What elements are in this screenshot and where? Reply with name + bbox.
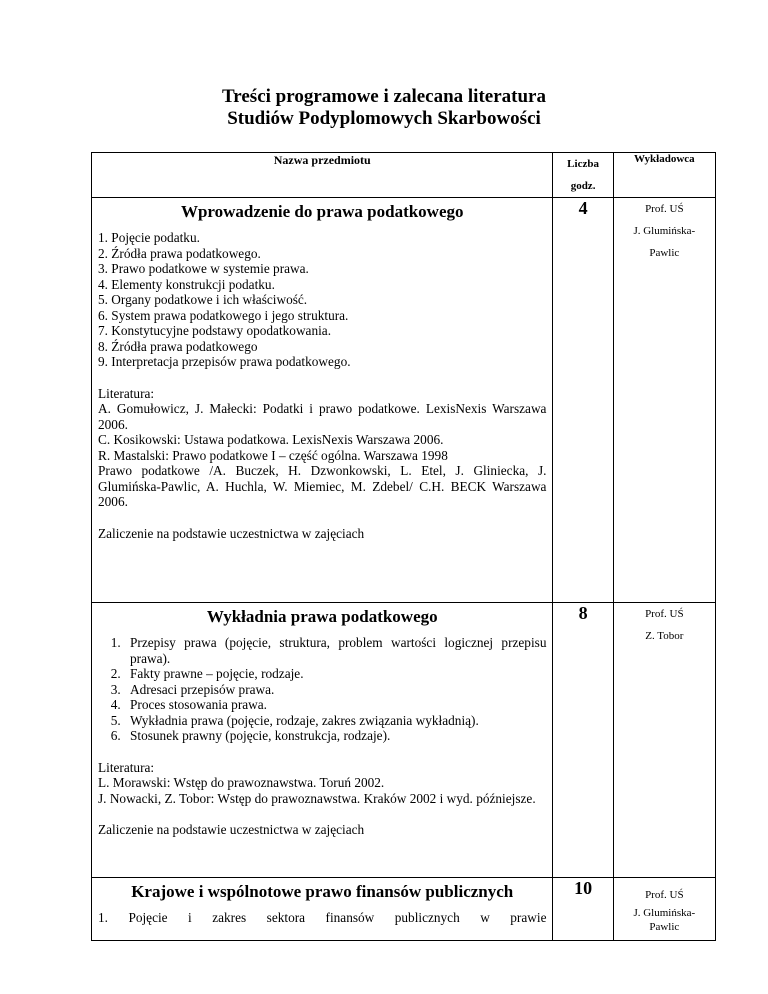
literature-entry: Prawo podatkowe /A. Buczek, H. Dzwonkowski, L. Etel, J. Gliniecka, J. Glumińska-Pawlic, A. Huchla, W. Miemiec, M. Zdebel/ C.H. BECK Warszawa 2006. [98, 463, 547, 509]
lecturer-cell [613, 603, 715, 878]
lecturer-cell [613, 878, 715, 941]
subject-cell [92, 198, 553, 603]
lecturer-line: Prof. UŚ [645, 889, 684, 901]
list-item: 5. Wykładnia prawa (pojęcie, rodzaje, zakres związania wykładnią). [124, 713, 546, 729]
list-item: 3. Prawo podatkowe w systemie prawa. [98, 261, 309, 276]
curriculum-table [91, 152, 716, 941]
title-line-1: Treści programowe i zalecana literatura [222, 86, 546, 107]
lecturer-line: J. Glumińska- [633, 907, 696, 919]
list-item: 3. Adresaci przepisów prawa. [124, 682, 546, 698]
header-subject: Nazwa przedmiotu [92, 153, 553, 198]
topic-list [98, 635, 546, 744]
list-item: 2. Fakty prawne – pojęcie, rodzaje. [124, 666, 546, 682]
list-item: 6. Stosunek prawny (pojęcie, konstrukcja, rodzaje). [124, 728, 546, 744]
subject-title: Wykładnia prawa podatkowego [206, 607, 438, 626]
table-header-row [92, 153, 716, 198]
list-item: 4. Proces stosowania prawa. [124, 697, 546, 713]
header-lecturer: Wykładowca [613, 153, 715, 198]
header-hours-line-1: Liczba [567, 158, 599, 170]
list-item: 7. Konstytucyjne podstawy opodatkowania. [98, 323, 332, 338]
hours-value: 10 [553, 878, 613, 941]
subject-title: Wprowadzenie do prawa podatkowego [180, 202, 464, 221]
literature-entry: J. Nowacki, Z. Tobor: Wstęp do prawoznawstwa. Kraków 2002 i wyd. późniejsze. [98, 790, 536, 806]
list-item: 1. Przepisy prawa (pojęcie, struktura, problem wartości logicznej przepisu prawa). [124, 635, 546, 666]
table-row [92, 198, 716, 603]
header-hours-line-2: godz. [570, 180, 596, 192]
subject-body [92, 230, 552, 541]
lecturer-line: Pawlic [649, 247, 680, 259]
literature-label: Literatura: [98, 759, 155, 775]
list-item: 6. System prawa podatkowego i jego struktura. [98, 307, 349, 323]
literature-entry: C. Kosikowski: Ustawa podatkowa. LexisNexis Warszawa 2006. [98, 432, 444, 447]
lecturer-line: Prof. UŚ [645, 608, 684, 620]
document-title [0, 86, 768, 130]
credit-note: Zaliczenie na podstawie uczestnictwa w zajęciach [98, 822, 365, 837]
lecturer-line: J. Glumińska- [633, 225, 696, 237]
list-item: 9. Interpretacja przepisów prawa podatkowego. [98, 354, 351, 369]
list-item: 4. Elementy konstrukcji podatku. [98, 276, 275, 292]
subject-cell [92, 603, 553, 878]
lecturer-cell [613, 198, 715, 603]
subject-title: Krajowe i wspólnotowe prawo finansów publicznych [131, 882, 514, 901]
literature-entry: L. Morawski: Wstęp do prawoznawstwa. Toruń 2002. [98, 775, 385, 790]
literature-entry: R. Mastalski: Prawo podatkowe I – część ogólna. Warszawa 1998 [98, 447, 448, 463]
title-line-2: Studiów Podyplomowych Skarbowości [227, 108, 541, 129]
list-item: 1. Pojęcie i zakres sektora finansów publicznych w prawie [98, 910, 547, 925]
hours-value: 4 [553, 198, 613, 603]
table-row [92, 878, 716, 941]
credit-note: Zaliczenie na podstawie uczestnictwa w zajęciach [98, 525, 365, 541]
list-item: 2. Źródła prawa podatkowego. [98, 245, 261, 261]
table-row [92, 603, 716, 878]
literature-entry: A. Gomułowicz, J. Małecki: Podatki i prawo podatkowe. LexisNexis Warszawa 2006. [98, 401, 547, 432]
header-hours [553, 153, 613, 198]
lecturer-line: Z. Tobor [645, 630, 684, 642]
list-item: 5. Organy podatkowe i ich właściwość. [98, 292, 308, 307]
lecturer-line: Prof. UŚ [645, 203, 684, 215]
subject-cell [92, 878, 553, 941]
list-item: 1. Pojęcie podatku. [98, 230, 200, 245]
list-item: 8. Źródła prawa podatkowego [98, 338, 258, 354]
lecturer-line: Pawlic [649, 921, 680, 933]
subject-body [92, 635, 552, 838]
literature-label: Literatura: [98, 385, 155, 401]
hours-value: 8 [553, 603, 613, 878]
